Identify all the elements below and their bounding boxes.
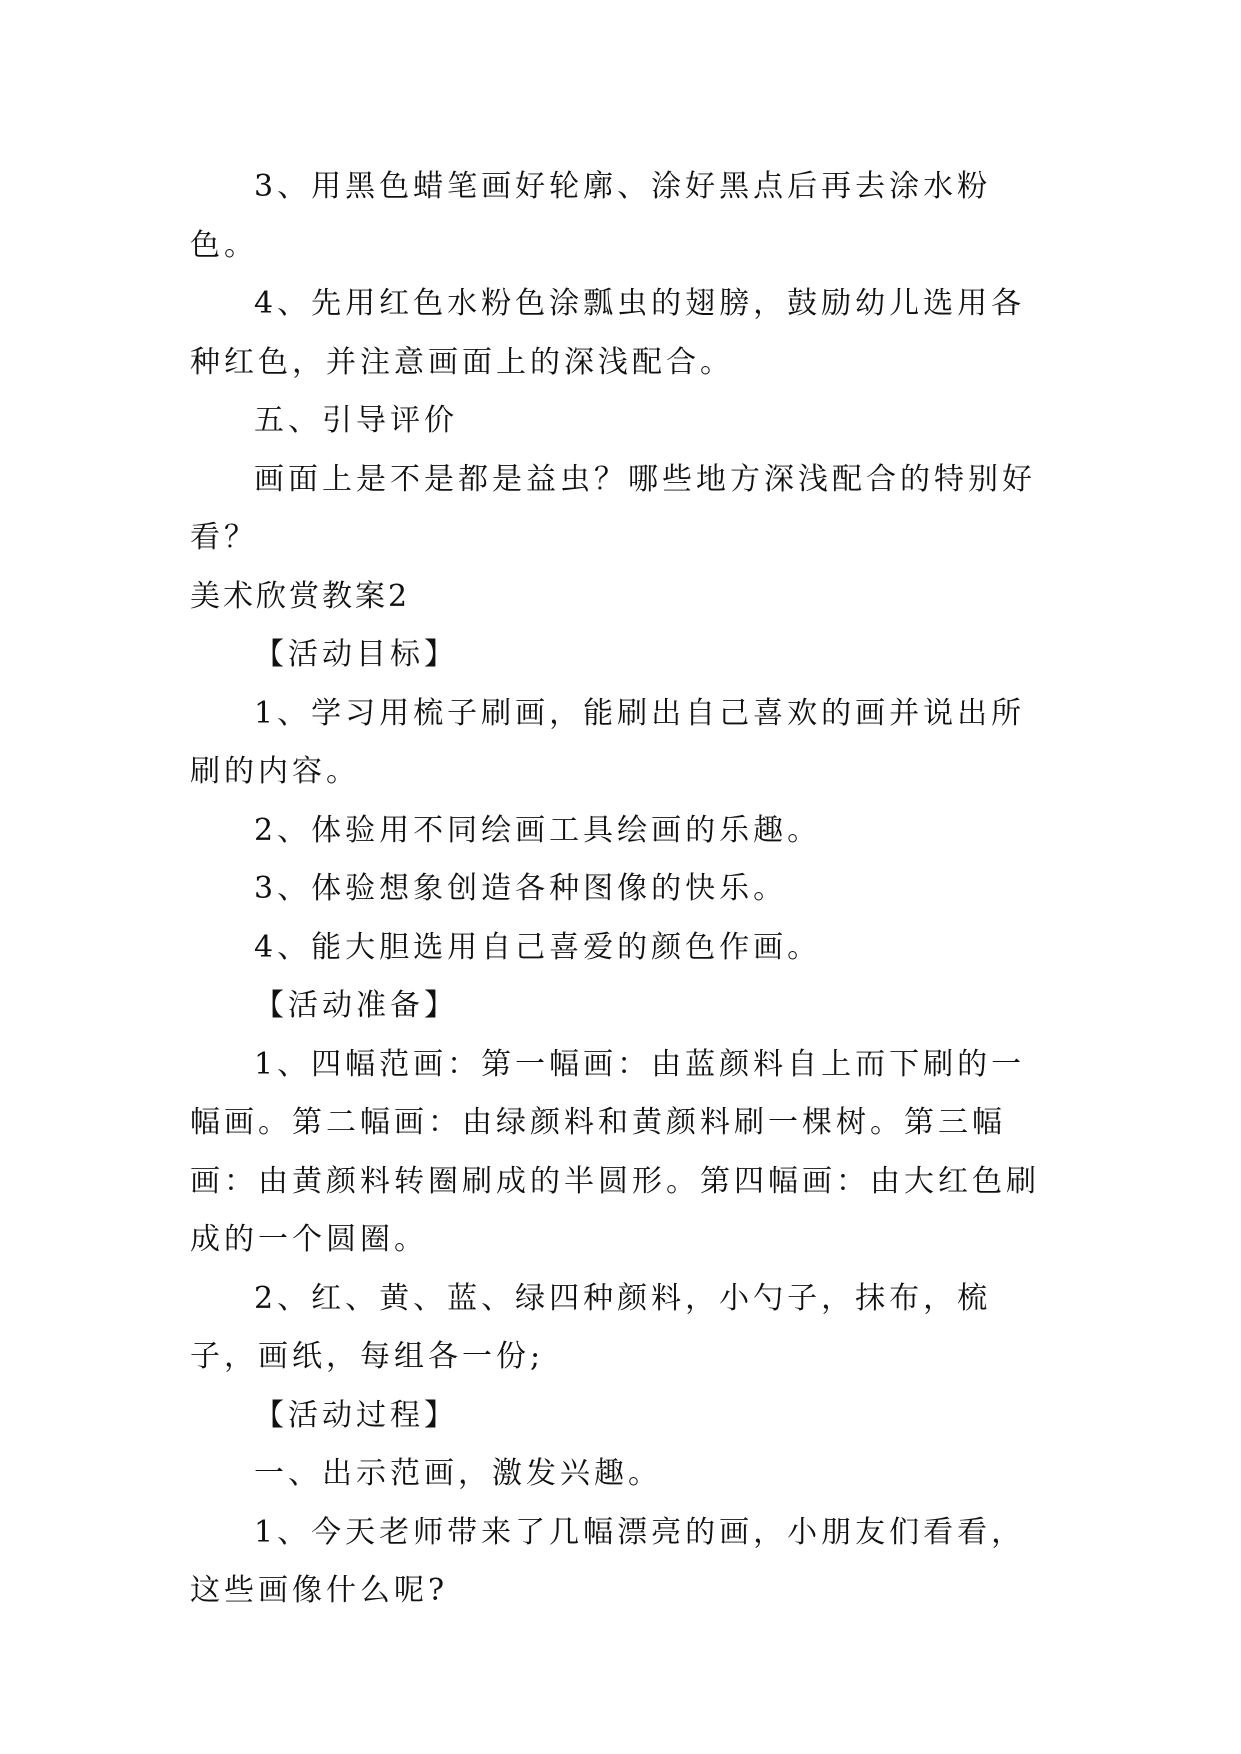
section-heading-preparation: 【活动准备】 <box>254 988 458 1023</box>
goal-item-3: 3、体验想象创造各种图像的快乐。 <box>254 871 788 906</box>
section-heading-process: 【活动过程】 <box>254 1397 458 1433</box>
process-item-1: 1、今天老师带来了几幅漂亮的画，小朋友们看看，这些画像什么呢? <box>190 1514 1026 1608</box>
goal-item-4: 4、能大胆选用自己喜爱的颜色作画。 <box>254 929 822 965</box>
preparation-item-2: 2、红、黄、蓝、绿四种颜料，小勺子，抹布，梳子，画纸，每组各一份; <box>190 1280 992 1374</box>
section-heading-goals: 【活动目标】 <box>254 637 458 672</box>
goal-item-2: 2、体验用不同绘画工具绘画的乐趣。 <box>254 812 822 848</box>
preparation-item-1: 1、四幅范画：第一幅画：由蓝颜料自上而下刷的一幅画。第二幅画：由绿颜料和黄颜料刷一棵树。第三幅画：由黄颜料转圈刷成的半圆形。第四幅画：由大红色刷成的一个圆圈。 <box>190 1046 1040 1257</box>
paragraph-evaluation-question: 画面上是不是都是益虫？哪些地方深浅配合的特别好看？ <box>190 461 1036 555</box>
lesson-title: 美术欣赏教案2 <box>190 578 411 614</box>
paragraph-step-4: 4、先用红色水粉色涂瓢虫的翅膀，鼓励幼儿选用各种红色，并注意画面上的深浅配合。 <box>190 286 1026 380</box>
document-page <box>190 158 1058 1621</box>
section-heading-evaluation: 五、引导评价 <box>254 403 458 438</box>
paragraph-step-3: 3、用黑色蜡笔画好轮廓、涂好黑点后再去涂水粉色。 <box>190 169 992 263</box>
process-step-heading-1: 一、出示范画，激发兴趣。 <box>254 1456 662 1491</box>
goal-item-1: 1、学习用梳子刷画，能刷出自己喜欢的画并说出所刷的内容。 <box>190 695 1026 789</box>
